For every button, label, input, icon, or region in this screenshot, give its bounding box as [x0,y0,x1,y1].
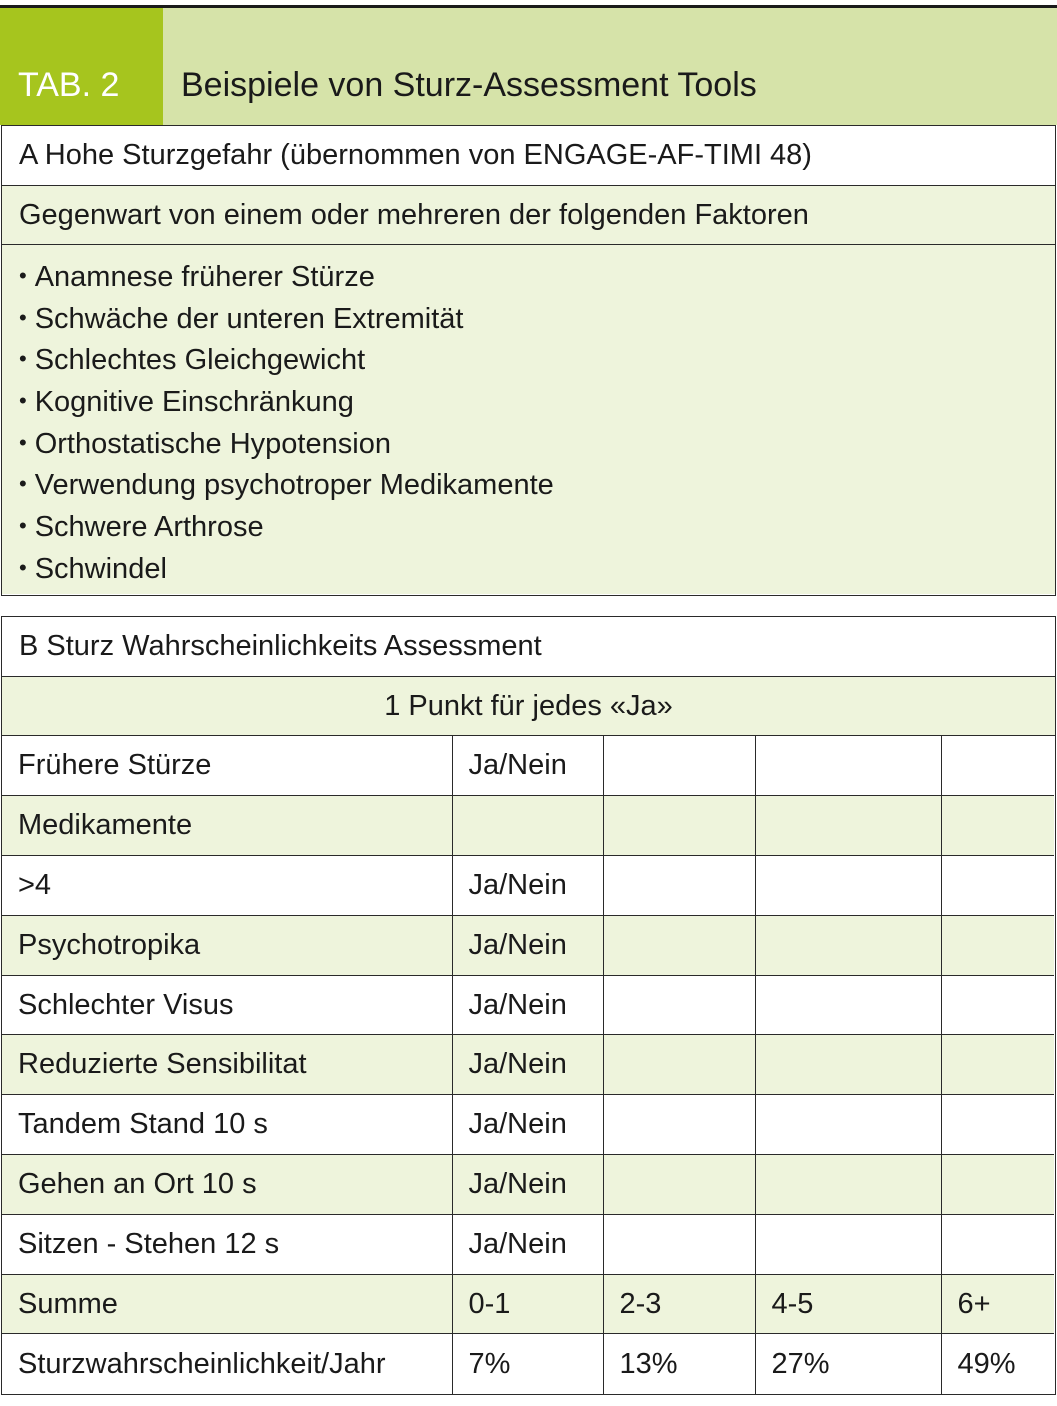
value-cell [941,915,1054,975]
row-label-cell: Summe [2,1274,452,1334]
section-b-title: B Sturz Wahrscheinlichkeits Assessment [2,617,1055,677]
value-cell [941,796,1054,856]
value-cell: 4-5 [755,1274,941,1334]
value-cell: Ja/Nein [452,736,603,796]
list-item: • Verwendung psychotroper Medikamente [19,465,554,507]
table-row [2,1155,1054,1215]
row-label-cell: Frühere Stürze [2,736,452,796]
list-item: • Schwindel [19,549,554,591]
row-label-cell: Psychotropika [2,915,452,975]
value-cell [941,1155,1054,1215]
value-cell [603,975,755,1035]
table-row [2,1274,1054,1334]
list-item: • Schwere Arthrose [19,507,554,549]
value-cell [603,1155,755,1215]
table-row [2,856,1054,916]
value-cell [755,796,941,856]
row-label-cell: Reduzierte Sensibilitat [2,1035,452,1095]
value-cell [941,736,1054,796]
risk-factor-list [19,257,554,591]
value-cell [603,856,755,916]
row-label-cell: Tandem Stand 10 s [2,1095,452,1155]
table-header [0,8,1057,125]
table-row [2,915,1054,975]
row-label-cell: Gehen an Ort 10 s [2,1155,452,1215]
list-item: • Anamnese früherer Stürze [19,257,554,299]
value-cell [755,915,941,975]
value-cell [755,856,941,916]
value-cell [755,1035,941,1095]
value-cell [941,1214,1054,1274]
section-a-subtitle: Gegenwart von einem oder mehreren der folgenden Faktoren [2,186,1055,245]
section-b [1,616,1056,1395]
value-cell [603,796,755,856]
value-cell: Ja/Nein [452,1035,603,1095]
value-cell [755,1214,941,1274]
value-cell: 2-3 [603,1274,755,1334]
table-number: TAB. 2 [0,8,163,125]
row-label-cell: Medikamente [2,796,452,856]
value-cell: 0-1 [452,1274,603,1334]
value-cell [603,1095,755,1155]
list-item: • Kognitive Einschränkung [19,382,554,424]
value-cell [941,975,1054,1035]
row-label-cell: Sitzen - Stehen 12 s [2,1214,452,1274]
value-cell: Ja/Nein [452,915,603,975]
value-cell [755,975,941,1035]
list-item: • Schwäche der unteren Extremität [19,299,554,341]
table-row [2,796,1054,856]
value-cell [755,736,941,796]
value-cell [452,796,603,856]
row-label-cell: Schlechter Visus [2,975,452,1035]
value-cell [603,736,755,796]
table-row [2,975,1054,1035]
row-label-cell: Sturzwahrscheinlichkeit/Jahr [2,1334,452,1394]
list-item: • Orthostatische Hypotension [19,424,554,466]
table-row [2,1334,1054,1394]
value-cell: Ja/Nein [452,975,603,1035]
value-cell [941,856,1054,916]
value-cell: 13% [603,1334,755,1394]
value-cell [941,1035,1054,1095]
value-cell: Ja/Nein [452,856,603,916]
value-cell: 6+ [941,1274,1054,1334]
table-row [2,1095,1054,1155]
value-cell [603,1035,755,1095]
value-cell: 49% [941,1334,1054,1394]
value-cell: Ja/Nein [452,1155,603,1215]
table-title: Beispiele von Sturz-Assessment Tools [163,8,1057,125]
value-cell [755,1155,941,1215]
value-cell [755,1095,941,1155]
assessment-table [2,736,1054,1394]
value-cell [603,1214,755,1274]
section-a [1,125,1056,596]
row-label-cell: >4 [2,856,452,916]
table-row [2,1035,1054,1095]
value-cell: 7% [452,1334,603,1394]
value-cell: 27% [755,1334,941,1394]
risk-factor-list-container [2,245,1055,594]
table-row [2,736,1054,796]
value-cell: Ja/Nein [452,1214,603,1274]
value-cell [603,915,755,975]
table-row [2,1214,1054,1274]
value-cell: Ja/Nein [452,1095,603,1155]
section-b-subtitle: 1 Punkt für jedes «Ja» [2,677,1055,736]
list-item: • Schlechtes Gleichgewicht [19,340,554,382]
section-a-title: A Hohe Sturzgefahr (übernommen von ENGAGE-AF-TIMI 48) [2,126,1055,186]
value-cell [941,1095,1054,1155]
